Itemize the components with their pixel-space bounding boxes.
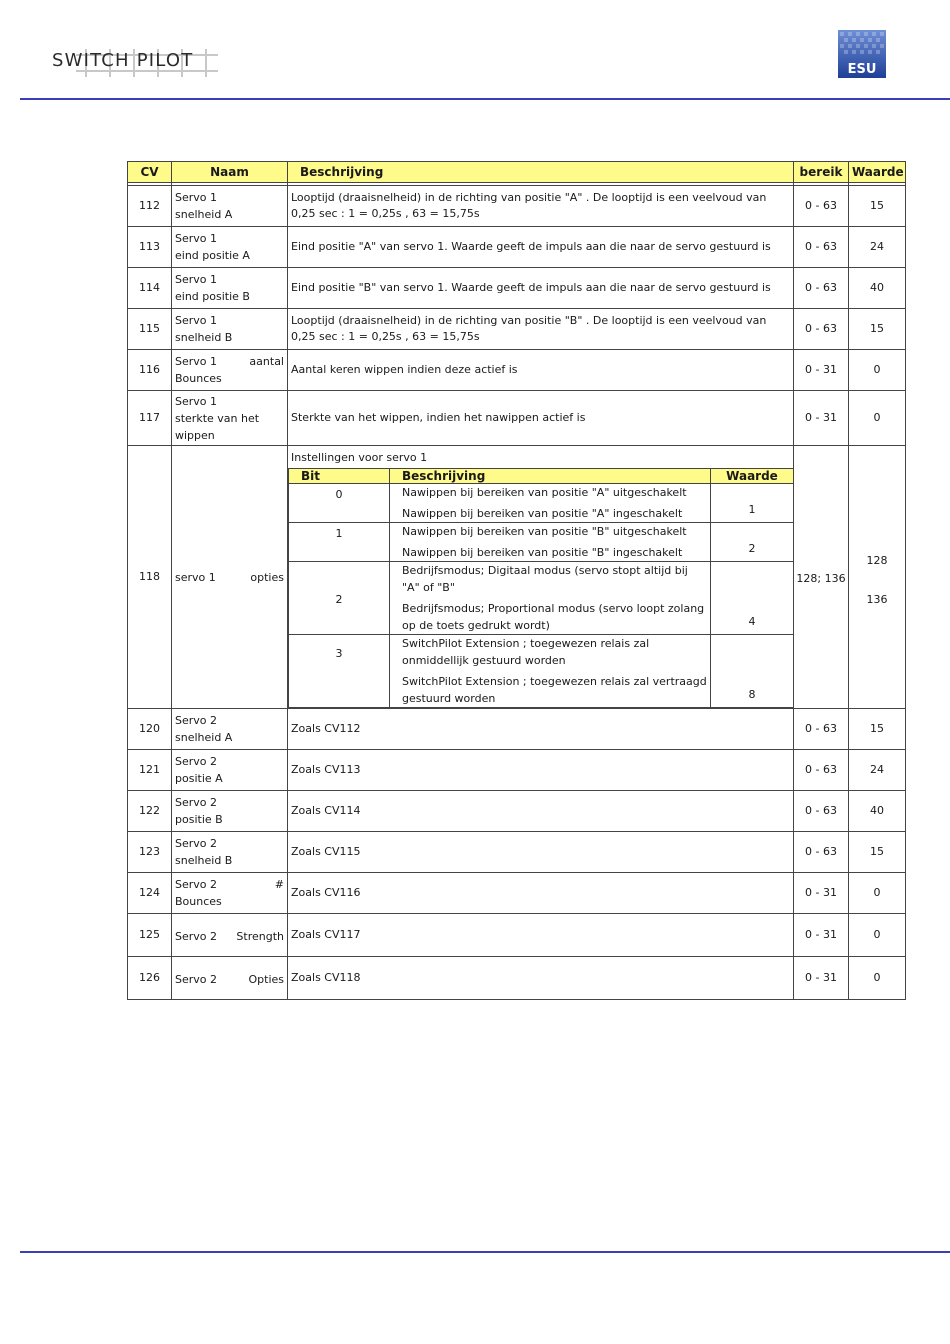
cv-value: 40 bbox=[849, 791, 906, 832]
cv-description: Zoals CV116 bbox=[288, 873, 794, 914]
bit-header: Bit bbox=[289, 469, 390, 484]
table-row bbox=[128, 709, 906, 750]
cv-description: Zoals CV112 bbox=[288, 709, 794, 750]
header-desc: Beschrijving bbox=[288, 162, 794, 183]
options-cell bbox=[288, 446, 794, 709]
cv-description: Sterkte van het wippen, indien het nawippen actief is bbox=[288, 391, 794, 446]
header-range: bereik bbox=[794, 162, 849, 183]
cv-description: Zoals CV118 bbox=[288, 957, 794, 1000]
cv-value: 0 bbox=[849, 873, 906, 914]
cv-description: Zoals CV113 bbox=[288, 750, 794, 791]
switch-pilot-logo bbox=[52, 44, 222, 80]
table-row bbox=[128, 350, 906, 391]
cv-value: 0 bbox=[849, 914, 906, 957]
cv-range: 0 - 63 bbox=[794, 791, 849, 832]
cv-value: 40 bbox=[849, 268, 906, 309]
cv-value: 0 bbox=[849, 957, 906, 1000]
bit-description: SwitchPilot Extension ; toegewezen relais zal onmiddellijk gestuurd worden SwitchPilot Extension ; toegewezen relais zal vertraagd gestuurd worden bbox=[390, 635, 711, 708]
cv-name: Servo 2 snelheid B bbox=[172, 832, 288, 873]
options-title: Instellingen voor servo 1 bbox=[291, 451, 428, 464]
cv-description: Eind positie "B" van servo 1. Waarde geeft de impuls aan die naar de servo gestuurd is bbox=[288, 268, 794, 309]
bit-description: Nawippen bij bereiken van positie "B" uitgeschakelt Nawippen bij bereiken van positie "B" ingeschakelt bbox=[390, 523, 711, 562]
cv-name: Servo 2 snelheid A bbox=[172, 709, 288, 750]
options-row bbox=[128, 446, 906, 709]
bit-row bbox=[289, 523, 794, 562]
cv-range: 128; 136 bbox=[794, 446, 849, 709]
bit-number: 2 bbox=[289, 562, 390, 635]
cv-range: 0 - 63 bbox=[794, 750, 849, 791]
cv-value: 24 bbox=[849, 750, 906, 791]
cv-value: 0 bbox=[849, 391, 906, 446]
cv-name: Servo 1 snelheid A bbox=[172, 186, 288, 227]
cv-number: 126 bbox=[128, 957, 172, 1000]
cv-description: Looptijd (draaisnelheid) in de richting van positie "A" . De looptijd is een veelvoud van 0,25 sec : 1 = 0,25s , 63 = 15,75s bbox=[288, 186, 794, 227]
cv-table bbox=[127, 161, 906, 1000]
table-row bbox=[128, 227, 906, 268]
esu-logo bbox=[838, 30, 886, 78]
cv-range: 0 - 31 bbox=[794, 873, 849, 914]
cv-description: Aantal keren wippen indien deze actief is bbox=[288, 350, 794, 391]
cv-range: 0 - 63 bbox=[794, 832, 849, 873]
cv-value: 128 136 bbox=[849, 446, 906, 709]
cv-number: 122 bbox=[128, 791, 172, 832]
cv-description: Looptijd (draaisnelheid) in de richting van positie "B" . De looptijd is een veelvoud van 0,25 sec : 1 = 0,25s , 63 = 15,75s bbox=[288, 309, 794, 350]
cv-number: 112 bbox=[128, 186, 172, 227]
table-row bbox=[128, 791, 906, 832]
logo-text: SWITCH PILOT bbox=[52, 50, 194, 71]
cv-name: Servo 2 Strength bbox=[172, 914, 288, 957]
cv-name: Servo 2 Opties bbox=[172, 957, 288, 1000]
bit-value: 8 bbox=[711, 635, 794, 708]
cv-description: Zoals CV115 bbox=[288, 832, 794, 873]
cv-number: 123 bbox=[128, 832, 172, 873]
table-row bbox=[128, 914, 906, 957]
footer-rule bbox=[20, 1251, 950, 1253]
cv-number: 113 bbox=[128, 227, 172, 268]
bit-number: 1 bbox=[289, 523, 390, 562]
cv-number: 120 bbox=[128, 709, 172, 750]
cv-range: 0 - 31 bbox=[794, 350, 849, 391]
cv-value: 15 bbox=[849, 832, 906, 873]
bit-value: 2 bbox=[711, 523, 794, 562]
bit-table bbox=[288, 468, 794, 708]
table-row bbox=[128, 186, 906, 227]
header-value: Waarde bbox=[849, 162, 906, 183]
cv-value: 15 bbox=[849, 186, 906, 227]
cv-name: Servo 2 positie B bbox=[172, 791, 288, 832]
cv-description: Zoals CV114 bbox=[288, 791, 794, 832]
cv-range: 0 - 63 bbox=[794, 268, 849, 309]
cv-range: 0 - 63 bbox=[794, 186, 849, 227]
cv-name: servo 1 opties bbox=[172, 446, 288, 709]
table-row bbox=[128, 873, 906, 914]
cv-name: Servo 1 snelheid B bbox=[172, 309, 288, 350]
bit-value: 4 bbox=[711, 562, 794, 635]
cv-range: 0 - 31 bbox=[794, 391, 849, 446]
bit-row bbox=[289, 484, 794, 523]
table-row bbox=[128, 391, 906, 446]
cv-description: Zoals CV117 bbox=[288, 914, 794, 957]
cv-description: Eind positie "A" van servo 1. Waarde geeft de impuls aan die naar de servo gestuurd is bbox=[288, 227, 794, 268]
bit-desc-header: Beschrijving bbox=[390, 469, 711, 484]
cv-number: 116 bbox=[128, 350, 172, 391]
cv-value: 24 bbox=[849, 227, 906, 268]
cv-range: 0 - 31 bbox=[794, 957, 849, 1000]
cv-number: 115 bbox=[128, 309, 172, 350]
cv-number: 117 bbox=[128, 391, 172, 446]
cv-range: 0 - 63 bbox=[794, 227, 849, 268]
bit-description: Nawippen bij bereiken van positie "A" uitgeschakelt Nawippen bij bereiken van positie "A" ingeschakelt bbox=[390, 484, 711, 523]
cv-number: 114 bbox=[128, 268, 172, 309]
cv-value: 15 bbox=[849, 709, 906, 750]
cv-name: Servo 1 aantal Bounces bbox=[172, 350, 288, 391]
cv-value: 15 bbox=[849, 309, 906, 350]
bit-row bbox=[289, 635, 794, 708]
bit-description: Bedrijfsmodus; Digitaal modus (servo stopt altijd bij "A" of "B" Bedrijfsmodus; Proportional modus (servo loopt zolang op de toets gedrukt wordt) bbox=[390, 562, 711, 635]
cv-name: Servo 1 sterkte van het wippen bbox=[172, 391, 288, 446]
table-row bbox=[128, 750, 906, 791]
bit-number: 3 bbox=[289, 635, 390, 708]
header-rule bbox=[20, 98, 950, 100]
bit-value-header: Waarde bbox=[711, 469, 794, 484]
bit-number: 0 bbox=[289, 484, 390, 523]
cv-range: 0 - 63 bbox=[794, 709, 849, 750]
esu-logo-text: ESU bbox=[847, 62, 877, 77]
cv-number: 124 bbox=[128, 873, 172, 914]
cv-value: 0 bbox=[849, 350, 906, 391]
cv-number: 125 bbox=[128, 914, 172, 957]
cv-name: Servo 2 # Bounces bbox=[172, 873, 288, 914]
header-cv: CV bbox=[128, 162, 172, 183]
cv-range: 0 - 31 bbox=[794, 914, 849, 957]
header-name: Naam bbox=[172, 162, 288, 183]
cv-range: 0 - 63 bbox=[794, 309, 849, 350]
table-row bbox=[128, 832, 906, 873]
cv-number: 118 bbox=[128, 446, 172, 709]
table-row bbox=[128, 268, 906, 309]
bit-row bbox=[289, 562, 794, 635]
cv-number: 121 bbox=[128, 750, 172, 791]
table-row bbox=[128, 957, 906, 1000]
cv-name: Servo 2 positie A bbox=[172, 750, 288, 791]
cv-name: Servo 1 eind positie B bbox=[172, 268, 288, 309]
bit-value: 1 bbox=[711, 484, 794, 523]
cv-name: Servo 1 eind positie A bbox=[172, 227, 288, 268]
table-row bbox=[128, 309, 906, 350]
